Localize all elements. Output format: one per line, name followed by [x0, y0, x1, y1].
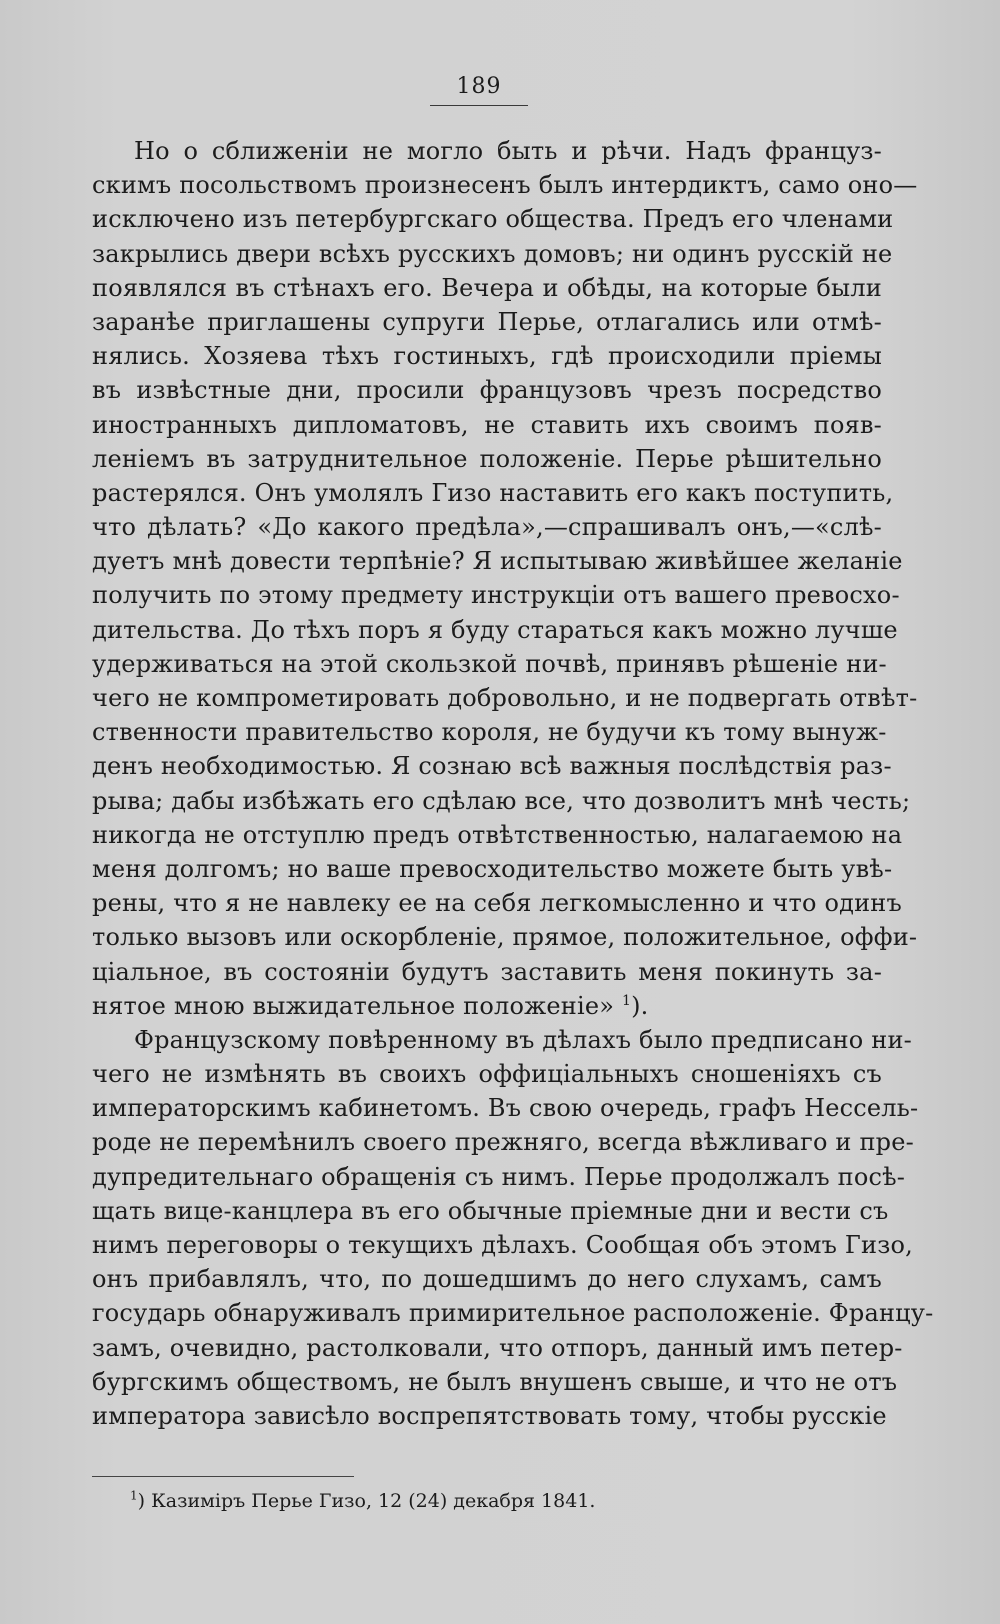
text-line: бургскимъ обществомъ, не былъ внушенъ свыше, и что не отъ: [92, 1367, 898, 1396]
paragraph-1: [92, 134, 918, 1023]
text-line: скимъ посольствомъ произнесенъ былъ интердиктъ, само оно—: [92, 171, 918, 200]
text-line: нялись. Хозяева тѣхъ гостиныхъ, гдѣ происходили пріемы: [92, 342, 882, 371]
body-text: [92, 134, 934, 1433]
text-line: только вызовъ или оскорбленіе, прямое, положительное, оффи-: [92, 923, 918, 952]
text-line: чего не измѣнять въ своихъ оффиціальныхъ сношеніяхъ съ: [92, 1060, 882, 1089]
text-line: исключено изъ петербургскаго общества. Предъ его членами: [92, 205, 894, 234]
text-line: Французскому повѣренному въ дѣлахъ было предписано ни-: [134, 1025, 912, 1054]
text-line: леніемъ въ затруднительное положеніе. Перье рѣшительно: [92, 444, 882, 473]
footnote: [130, 1489, 595, 1513]
text-line-content: нятое мною выжидательное положеніе»: [92, 991, 615, 1020]
text-line: замъ, очевидно, растолковали, что отпоръ, данный имъ петер-: [92, 1333, 903, 1362]
page-number: 189: [456, 74, 502, 99]
text-line: государь обнаруживалъ примирительное расположеніе. Францу-: [92, 1299, 934, 1328]
text-line: растерялся. Онъ умолялъ Гизо наставить его какъ поступить,: [92, 478, 894, 507]
text-line: дительства. До тѣхъ поръ я буду стараться какъ можно лучше: [92, 615, 898, 644]
text-line: закрылись двери всѣхъ русскихъ домовъ; ни одинъ русскій не: [92, 239, 893, 268]
text-line: ственности правительство короля, не будучи къ тому вынуж-: [92, 718, 887, 747]
paragraph-tail: ).: [631, 991, 649, 1020]
text-line: въ извѣстные дни, просили французовъ чрезъ посредство: [92, 376, 882, 405]
text-line: что дѣлать? «До какого предѣла»,—спрашивалъ онъ,—«слѣ-: [92, 513, 882, 542]
footnote-marker: 1: [130, 1488, 138, 1503]
text-line: дуетъ мнѣ довести терпѣніе? Я испытываю живѣйшее желаніе: [92, 547, 903, 576]
text-line: удерживаться на этой скользкой почвѣ, принявъ рѣшеніе ни-: [92, 649, 887, 678]
text-line: иностранныхъ дипломатовъ, не ставить ихъ своимъ появ-: [92, 410, 882, 439]
text-line: дупредительнаго обращенія съ нимъ. Перье продолжалъ посѣ-: [92, 1162, 906, 1191]
text-line: императора зависѣло воспрепятствовать тому, чтобы русскіе: [92, 1401, 887, 1430]
text-line: [92, 989, 882, 1023]
text-line: императорскимъ кабинетомъ. Въ свою очередь, графъ Нессель-: [92, 1094, 919, 1123]
footnote-text: ) Казиміръ Перье Гизо, 12 (24) декабря 1841.: [137, 1490, 596, 1512]
text-line: онъ прибавлялъ, что, по дошедшимъ до него слухамъ, самъ: [92, 1265, 882, 1294]
text-line: никогда не отступлю предъ отвѣтственностью, налагаемою на: [92, 820, 903, 849]
text-line: появлялся въ стѣнахъ его. Вечера и обѣды, на которые были: [92, 273, 882, 302]
footnote-separator: [92, 1476, 354, 1477]
text-line: денъ необходимостью. Я сознаю всѣ важныя послѣдствія раз-: [92, 752, 892, 781]
text-line: ціальное, въ состояніи будутъ заставить меня покинуть за-: [92, 957, 882, 986]
text-line: рыва; дабы избѣжать его сдѣлаю все, что дозволитъ мнѣ честь;: [92, 786, 911, 815]
text-line: заранѣе приглашены супруги Перье, отлагались или отмѣ-: [92, 307, 882, 336]
text-line: меня долгомъ; но ваше превосходительство можете быть увѣ-: [92, 854, 893, 883]
text-line: чего не компрометировать добровольно, и не подвергать отвѣт-: [92, 684, 918, 712]
text-line: получить по этому предмету инструкціи отъ вашего превосхо-: [92, 581, 900, 610]
text-line: щать вице-канцлера въ его обычные пріемные дни и вести съ: [92, 1196, 889, 1225]
page-number-rule: [430, 105, 528, 106]
text-line: роде не перемѣнилъ своего прежняго, всегда вѣжливаго и пре-: [92, 1128, 914, 1157]
text-line: Но о сближеніи не могло быть и рѣчи. Надъ француз-: [134, 137, 882, 165]
paragraph-2: [92, 1023, 934, 1433]
text-line: рены, что я не навлеку ее на себя легкомысленно и что одинъ: [92, 889, 902, 918]
footnote-reference: 1: [622, 992, 632, 1009]
page-header: [430, 74, 528, 106]
text-line: нимъ переговоры о текущихъ дѣлахъ. Сообщая объ этомъ Гизо,: [92, 1231, 913, 1259]
